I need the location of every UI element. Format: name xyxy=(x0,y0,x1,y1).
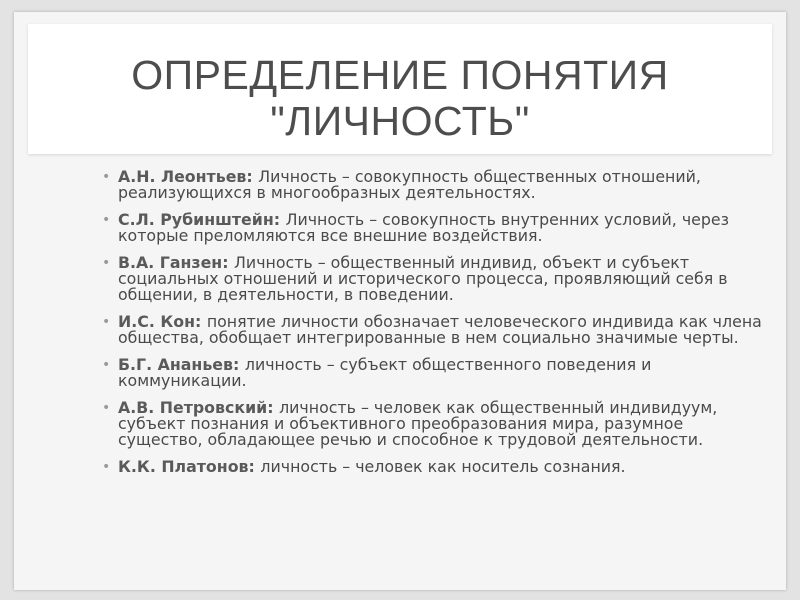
slide-title-line-2: "ЛИЧНОСТЬ" xyxy=(270,98,530,144)
definition-text: Личность – совокупность общественных отношений, реализующихся в многообразных деятельностях. xyxy=(118,167,701,202)
list-item-kon xyxy=(102,314,762,346)
definition-text: Личность – совокупность внутренних условий, через которые преломляются все внешние воздействия. xyxy=(118,210,730,245)
list-item-ananiev xyxy=(102,357,762,389)
list-item-petrovsky xyxy=(102,400,762,448)
author-name: А.Н. Леонтьев: xyxy=(118,167,259,186)
bullet-icon: • xyxy=(102,169,111,185)
definition-text: личность – человек как носитель сознания. xyxy=(260,457,626,476)
author-name: В.А. Ганзен: xyxy=(118,253,235,272)
definition-text: личность – субъект общественного поведения и коммуникации. xyxy=(118,355,652,390)
bullet-icon: • xyxy=(102,314,111,330)
bullet-icon: • xyxy=(102,400,111,416)
author-name: К.К. Платонов: xyxy=(118,457,261,476)
list-item-ganzen xyxy=(102,255,762,303)
author-name: И.С. Кон: xyxy=(118,312,207,331)
definition-text: личность – человек как общественный индивидуум, субъект познания и объективного преобразования мира, разумное существо, обладающее речью и способное к трудовой деятельности. xyxy=(118,398,718,449)
bullet-icon: • xyxy=(102,255,111,271)
bullet-icon: • xyxy=(102,212,111,228)
author-name: А.В. Петровский: xyxy=(118,398,280,417)
list-item-platonov xyxy=(102,459,762,475)
slide-title xyxy=(28,52,772,144)
definition-text: понятие личности обозначает человеческого индивида как члена общества, обобщает интегрированные в нем социально значимые черты. xyxy=(118,312,762,347)
list-item-leontiev xyxy=(102,169,762,201)
bullet-icon: • xyxy=(102,357,111,373)
title-band xyxy=(28,24,772,154)
bullet-icon: • xyxy=(102,459,111,475)
author-name: С.Л. Рубинштейн: xyxy=(118,210,286,229)
slide xyxy=(14,12,786,590)
definitions-list xyxy=(102,169,762,486)
definition-text: Личность – общественный индивид, объект и субъект социальных отношений и исторического процесса, проявляющий себя в общении, в деятельности, в поведении. xyxy=(118,253,728,304)
author-name: Б.Г. Ананьев: xyxy=(118,355,245,374)
slide-title-line-1: ОПРЕДЕЛЕНИЕ ПОНЯТИЯ xyxy=(131,52,669,98)
list-item-rubinstein xyxy=(102,212,762,244)
